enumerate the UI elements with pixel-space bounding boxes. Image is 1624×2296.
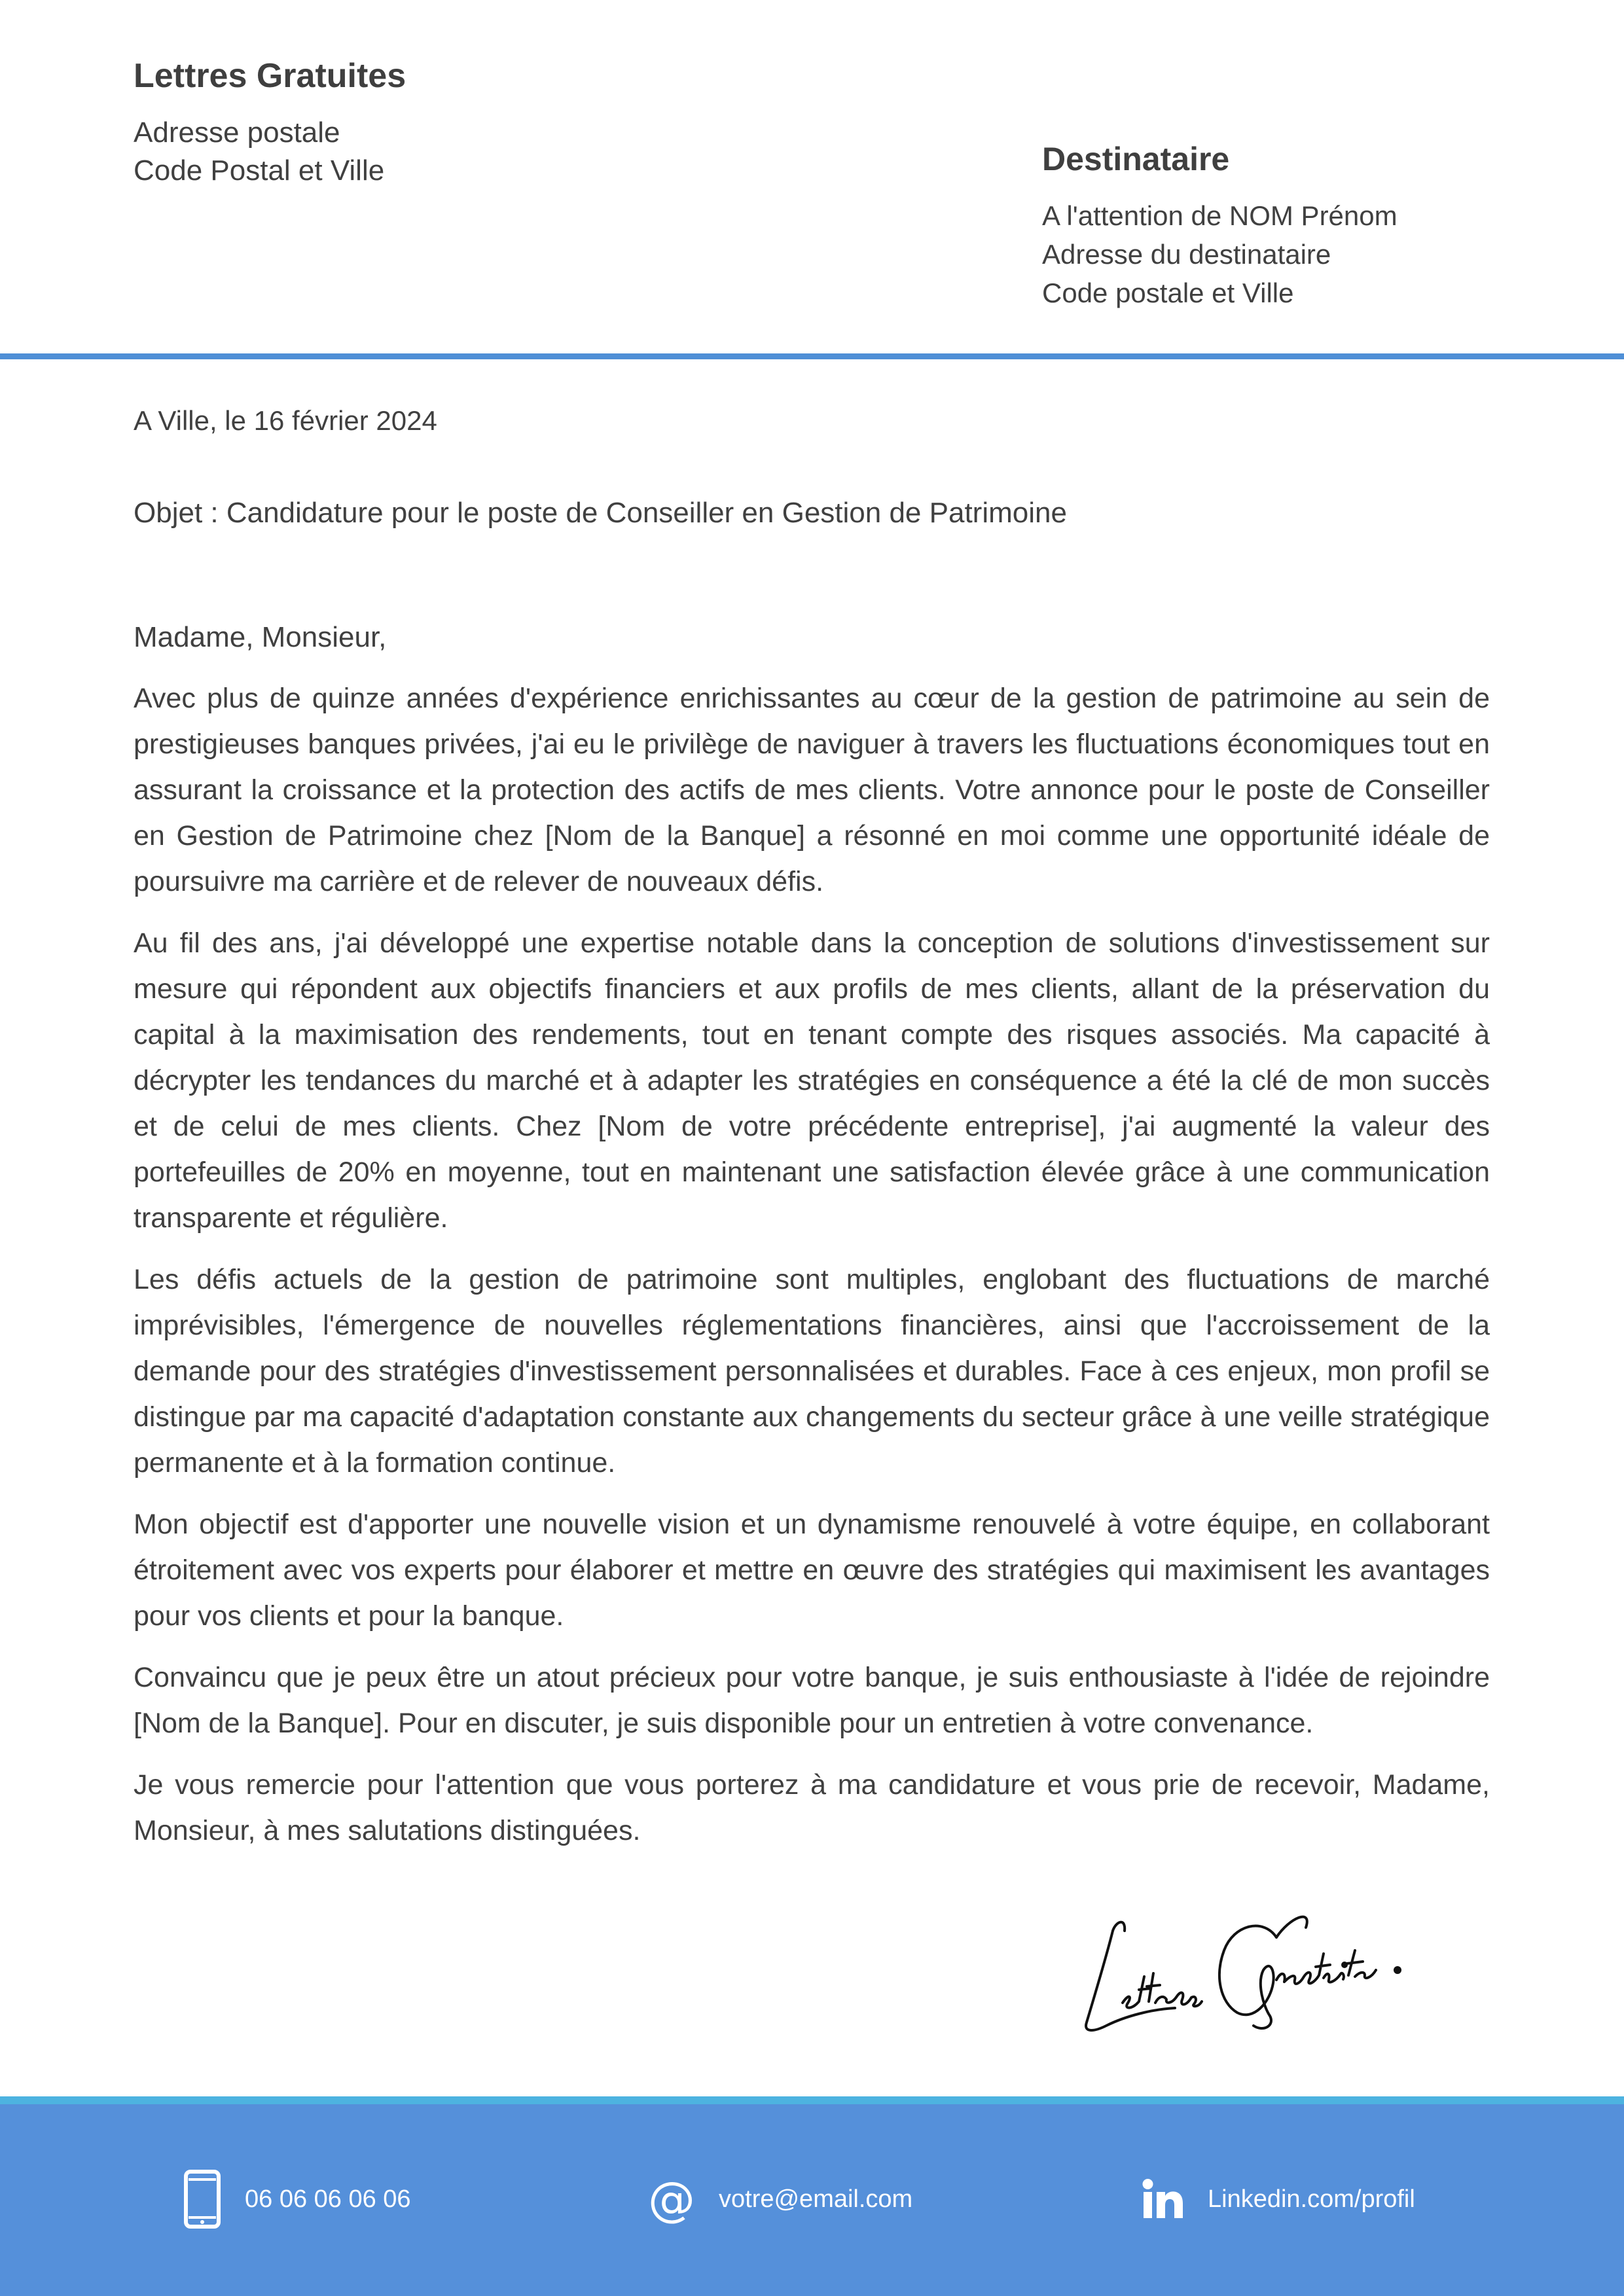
contact-email[interactable]: [648, 2170, 912, 2229]
contact-footer: [0, 2104, 1624, 2296]
body-paragraph: Je vous remercie pour l'attention que vous porterez à ma candidature et vous prie de recevoir, Madame, Monsieur, à mes salutations distinguées.: [134, 1769, 1490, 1846]
body-paragraph: Au fil des ans, j'ai développé une expertise notable dans la conception de solutions d'investissement sur mesure qui répondent aux objectifs financiers et aux profils de mes clients, allant de la préservation du capital à la maximisation des rendements, tout en tenant compte des risques associés. Ma capacité à décrypter les tendances du marché et à adapter les stratégies en conséquence a été la clé de mon succès et de celui de mes clients. Chez [Nom de votre précédente entreprise], j'ai augmenté la valeur des portefeuilles de 20% en moyenne, tout en maintenant une satisfaction élevée grâce à une communication transparente et régulière.: [134, 927, 1490, 1234]
body-paragraph: Convaincu que je peux être un atout précieux pour votre banque, je suis enthousiaste à l'idée de rejoindre [Nom de la Banque]. Pour en discuter, je suis disponible pour un entretien à votre convenance.: [134, 1662, 1490, 1739]
recipient-block: [1042, 139, 1398, 312]
contact-phone-text: 06 06 06 06 06: [245, 2185, 411, 2213]
recipient-address-line: Adresse du destinataire: [1042, 239, 1331, 270]
body-paragraph: Mon objectif est d'apporter une nouvelle vision et un dynamisme renouvelé à votre équipe, en collaborant étroitement avec vos experts pour élaborer et mettre en œuvre des stratégies qui maximisent les avantages pour vos clients et pour la banque.: [134, 1509, 1490, 1632]
contact-linkedin-text: Linkedin.com/profil: [1208, 2185, 1415, 2213]
at-sign-icon: @: [648, 2172, 695, 2227]
phone-icon: [183, 2169, 221, 2229]
body-paragraph: Avec plus de quinze années d'expérience enrichissantes au cœur de la gestion de patrimoine au sein de prestigieuses banques privées, j'ai eu le privilège de naviguer à travers les fluctuations économiques tout en assurant la croissance et la protection des actifs de mes clients. Votre annonce pour le poste de Conseiller en Gestion de Patrimoine chez [Nom de la Banque] a résonné en moi comme une opportunité idéale de poursuivre ma carrière et de relever de nouveaux défis.: [134, 683, 1490, 897]
contact-linkedin[interactable]: [1142, 2170, 1415, 2229]
sender-address-line: Adresse postale: [134, 117, 340, 149]
letter-greeting: Madame, Monsieur,: [134, 621, 387, 653]
sender-city-line: Code Postal et Ville: [134, 154, 385, 187]
contact-phone[interactable]: [183, 2170, 411, 2229]
contact-email-text: votre@email.com: [719, 2185, 913, 2213]
recipient-city-line: Code postale et Ville: [1042, 278, 1294, 308]
letter-body: [134, 675, 1490, 1869]
sender-name: Lettres Gratuites: [134, 57, 406, 95]
letter-subject: Objet : Candidature pour le poste de Conseiller en Gestion de Patrimoine: [134, 497, 1067, 529]
sender-address: [134, 114, 406, 190]
handwritten-signature: [1067, 1892, 1447, 2049]
letter-date: A Ville, le 16 février 2024: [134, 405, 437, 436]
header-divider: [0, 353, 1624, 359]
sender-block: [134, 55, 406, 190]
recipient-attention-line: A l'attention de NOM Prénom: [1042, 200, 1398, 231]
recipient-title: Destinataire: [1042, 141, 1230, 177]
footer-stripe: [0, 2096, 1624, 2104]
body-paragraph: Les défis actuels de la gestion de patrimoine sont multiples, englobant des fluctuations de marché imprévisibles, l'émergence de nouvelles réglementations financières, ainsi que l'accroissement de la demande pour des stratégies d'investissement personnalisées et durables. Face à ces enjeux, mon profil se distingue par ma capacité d'adaptation constante aux changements du secteur grâce à une veille stratégique permanente et à la formation continue.: [134, 1264, 1490, 1479]
linkedin-icon: [1142, 2179, 1184, 2219]
recipient-address: [1042, 196, 1398, 312]
